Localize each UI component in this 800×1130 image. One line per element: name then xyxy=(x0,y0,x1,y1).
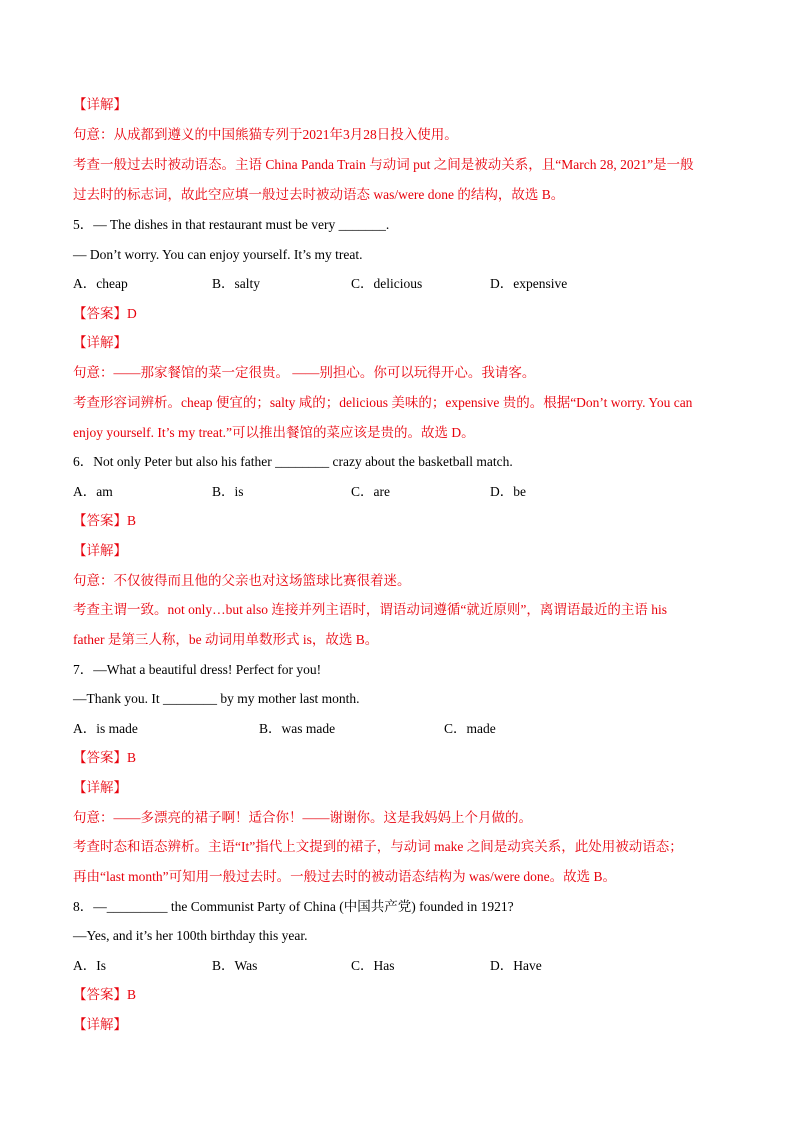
q7-analysis-line-2: 再由“last month”可知用一般过去时。一般过去时的被动语态结构为 was/were done。故选 B。 xyxy=(73,869,616,884)
q5-option-a: A．cheap xyxy=(73,276,128,291)
q6-stem-line-1: 6．Not only Peter but also his father ________ crazy about the basketball match. xyxy=(73,454,513,469)
q5-stem-line-2: — Don’t worry. You can enjoy yourself. It’s my treat. xyxy=(73,247,363,262)
q7-answer: 【答案】B xyxy=(73,750,137,765)
q4-detail-label: 【详解】 xyxy=(73,97,127,112)
q6-analysis-line-2: father 是第三人称，be 动词用单数形式 is，故选 B。 xyxy=(73,632,379,647)
q8-stem-line-1: 8．—_________ the Communist Party of China (中国共产党) founded in 1921? xyxy=(73,899,514,914)
q5-stem-line-1: 5．— The dishes in that restaurant must be very _______. xyxy=(73,217,390,232)
q7-analysis-line-1: 考查时态和语态辨析。主语“It”指代上文提到的裙子，与动词 make 之间是动宾关系，此处用被动语态； xyxy=(73,839,683,854)
q6-analysis-line-1: 考查主谓一致。not only…but also 连接并列主语时，谓语动词遵循“就近原则”，离谓语最近的主语 his xyxy=(73,602,667,617)
q5-analysis-line-1: 考查形容词辨析。cheap 便宜的；salty 咸的；delicious 美味的；expensive 贵的。根据“Don’t worry. You can xyxy=(73,395,693,410)
q5-detail-label: 【详解】 xyxy=(73,335,127,350)
q7-option-c: C．made xyxy=(444,721,496,736)
q4-meaning: 句意：从成都到遵义的中国熊猫专列于2021年3月28日投入使用。 xyxy=(73,127,458,142)
q5-option-b: B．salty xyxy=(212,276,261,291)
q6-detail-label: 【详解】 xyxy=(73,543,127,558)
q5-answer: 【答案】D xyxy=(73,306,137,321)
q8-option-b: B．Was xyxy=(212,958,258,973)
q5-analysis-line-2: enjoy yourself. It’s my treat.”可以推出餐馆的菜应该是贵的。故选 D。 xyxy=(73,425,475,440)
q5-option-d: D．expensive xyxy=(490,276,568,291)
q7-option-b: B．was made xyxy=(259,721,336,736)
q8-option-c: C．Has xyxy=(351,958,395,973)
q8-answer: 【答案】B xyxy=(73,987,137,1002)
q5-option-c: C．delicious xyxy=(351,276,423,291)
q4-analysis-line-2: 过去时的标志词，故此空应填一般过去时被动语态 was/were done 的结构，故选 B。 xyxy=(73,187,565,202)
q8-detail-label: 【详解】 xyxy=(73,1017,127,1032)
q8-option-d: D．Have xyxy=(490,958,542,973)
q7-meaning: 句意：——多漂亮的裙子啊！适合你！——谢谢你。这是我妈妈上个月做的。 xyxy=(73,810,532,825)
q6-option-c: C．are xyxy=(351,484,390,499)
q7-stem-line-2: —Thank you. It ________ by my mother last month. xyxy=(73,691,360,706)
q6-option-d: D．be xyxy=(490,484,526,499)
q6-option-b: B．is xyxy=(212,484,244,499)
q8-stem-line-2: —Yes, and it’s her 100th birthday this year. xyxy=(73,928,308,943)
q7-option-a: A．is made xyxy=(73,721,138,736)
q5-meaning: 句意：——那家餐馆的菜一定很贵。 ——别担心。你可以玩得开心。我请客。 xyxy=(73,365,536,380)
q6-meaning: 句意：不仅彼得而且他的父亲也对这场篮球比赛很着迷。 xyxy=(73,573,411,588)
q4-analysis-line-1: 考查一般过去时被动语态。主语 China Panda Train 与动词 put 之间是被动关系，且“March 28, 2021”是一般 xyxy=(73,157,694,172)
q7-stem-line-1: 7．—What a beautiful dress! Perfect for you! xyxy=(73,662,322,677)
q6-answer: 【答案】B xyxy=(73,513,137,528)
q7-detail-label: 【详解】 xyxy=(73,780,127,795)
q8-option-a: A．Is xyxy=(73,958,106,973)
q6-option-a: A．am xyxy=(73,484,113,499)
